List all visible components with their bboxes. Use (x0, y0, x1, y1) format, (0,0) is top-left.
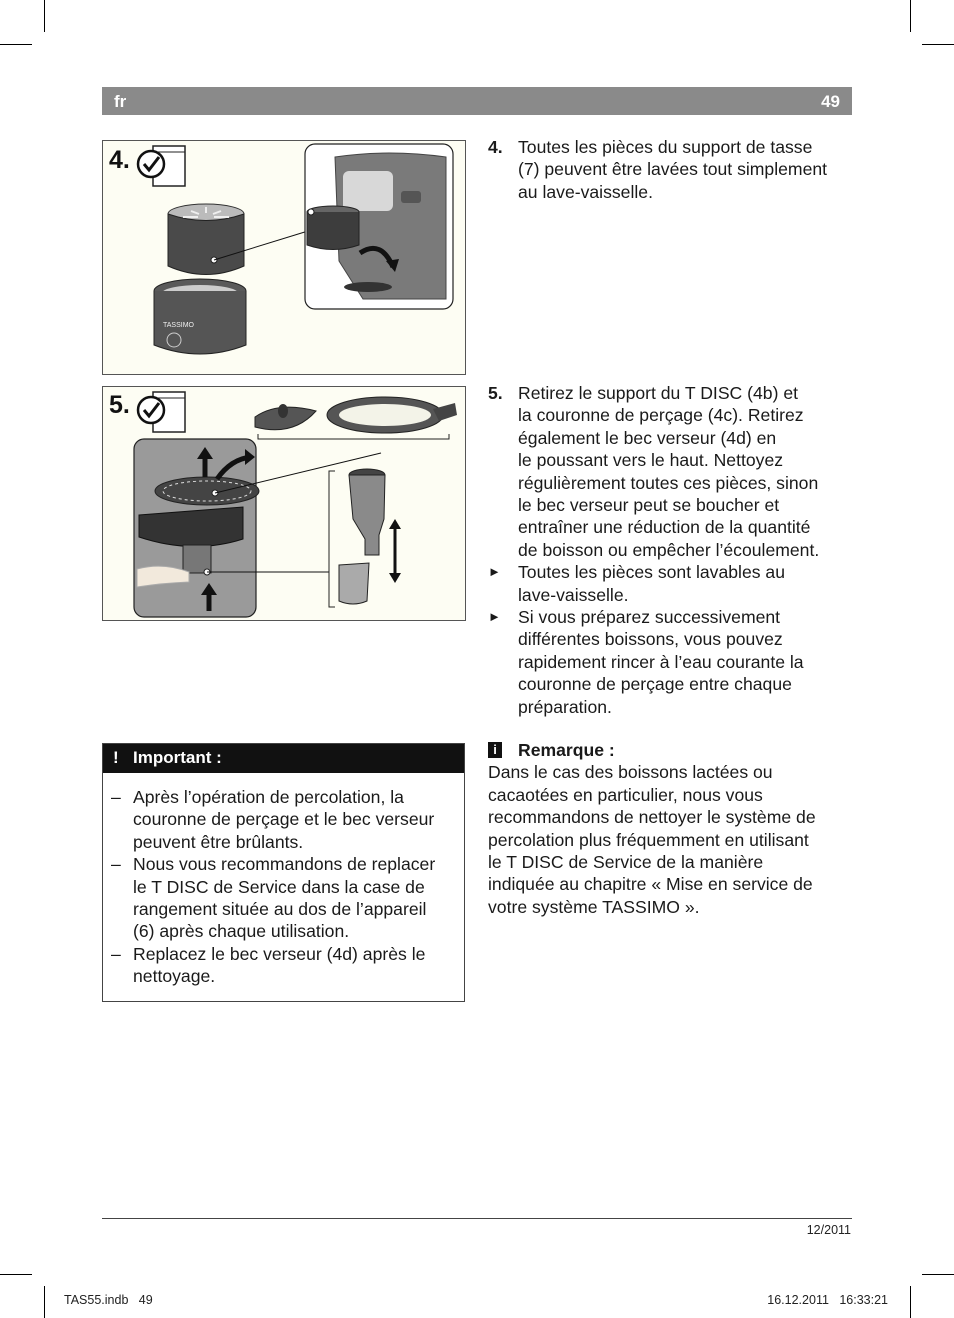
page-number: 49 (821, 92, 840, 111)
list-item (111, 943, 461, 988)
exclamation-icon: ! (113, 748, 119, 767)
crop-mark (0, 1274, 32, 1275)
dash-marker: – (111, 943, 121, 964)
bullet-line: Si vous préparez successivement (518, 607, 781, 628)
step-line: au lave-vaisselle. (518, 181, 653, 202)
figure-5-illustration (103, 387, 465, 620)
note-line: recommandons de nettoyer le système de (488, 807, 816, 828)
figure-step-4 (102, 140, 466, 375)
pour-spout (329, 469, 401, 607)
crop-mark (44, 1286, 45, 1318)
step-line: le poussant vers le haut. Nettoyez (518, 450, 784, 471)
crop-mark (0, 44, 32, 45)
note-block (488, 739, 848, 918)
step-line: de boisson ou empêcher l’écoulement. (518, 539, 820, 560)
footer-rule (102, 1218, 852, 1219)
step-number: 5. (488, 383, 503, 403)
step-4-text (488, 136, 850, 203)
bullet-line: couronne de perçage entre chaque (518, 674, 792, 695)
note-line: indiquée au chapitre « Mise en service de (488, 874, 813, 895)
note-title: Remarque : (518, 740, 615, 760)
figure-step-5 (102, 386, 466, 621)
slug-timestamp: 16.12.2011 16:33:21 (767, 1293, 888, 1307)
note-line: votre système TASSIMO ». (488, 896, 700, 917)
removed-parts (255, 397, 457, 439)
important-list (111, 786, 461, 988)
bullet-line: lave-vaisselle. (518, 584, 629, 605)
list-line: rangement située au dos de l’appareil (133, 899, 427, 920)
list-line: Replacez le bec verseur (4d) après le (133, 943, 426, 964)
step-line: également le bec verseur (4d) en (518, 427, 777, 448)
step-line: le bec verseur peut se boucher et (518, 495, 780, 516)
important-header (103, 744, 464, 773)
list-line: nettoyage. (133, 966, 216, 987)
list-line: Nous vous recommandons de replacer (133, 854, 436, 875)
step-item (488, 136, 850, 203)
step-line: (7) peuvent être lavées tout simplement (518, 159, 828, 180)
bullet-line: rapidement rincer à l’eau courante la (518, 651, 804, 672)
list-line: peuvent être brûlants. (133, 831, 304, 852)
step-line: entraîner une réduction de la quantité (518, 517, 811, 538)
svg-text:TASSIMO: TASSIMO (163, 322, 194, 329)
list-line: le T DISC de Service dans la case de (133, 876, 425, 897)
step-line: Retirez le support du T DISC (4b) et (518, 383, 798, 403)
note-line: percolation plus fréquemment en utilisant (488, 829, 809, 850)
info-icon: i (488, 742, 502, 758)
step-line: la couronne de perçage (4c). Retirez (518, 405, 804, 426)
step-5-text (488, 382, 850, 718)
machine-inset (305, 144, 453, 309)
note-header (488, 739, 848, 761)
list-item (111, 786, 461, 853)
crop-mark (910, 0, 911, 32)
step-line: régulièrement toutes ces pièces, sinon (518, 472, 819, 493)
arrow-bullet-icon: ► (488, 609, 501, 625)
list-line: (6) après chaque utilisation. (133, 921, 350, 942)
step-line: Toutes les pièces du support de tasse (518, 137, 813, 157)
crop-mark (910, 1286, 911, 1318)
dishwasher-check-icon (138, 392, 185, 432)
language-label: fr (114, 92, 127, 111)
bullet-line: préparation. (518, 696, 612, 717)
list-line: couronne de perçage et le bec verseur (133, 809, 435, 830)
bullet-line: différentes boissons, vous pouvez (518, 629, 783, 650)
crop-mark (922, 44, 954, 45)
figure-4-number: 4. (109, 146, 130, 174)
arrow-bullet-icon: ► (488, 564, 501, 580)
important-title: Important : (133, 748, 222, 767)
list-line: Après l’opération de percolation, la (133, 787, 404, 807)
dishwasher-check-icon (138, 146, 185, 186)
slug-file: TAS55.indb 49 (64, 1293, 153, 1307)
dash-marker: – (111, 854, 121, 875)
list-item (111, 853, 461, 943)
cup-holder-parts (154, 204, 246, 354)
note-line: Dans le cas des boissons lactées ou (488, 762, 773, 783)
bullet-item (488, 606, 850, 718)
figure-4-illustration (103, 141, 465, 374)
figure-5-number: 5. (109, 391, 130, 419)
machine-cutout (134, 439, 259, 617)
footer-date: 12/2011 (806, 1223, 851, 1237)
crop-mark (922, 1274, 954, 1275)
step-number: 4. (488, 137, 503, 157)
note-line: le T DISC de Service de la manière (488, 852, 764, 873)
note-line: cacaotées en particulier, nous vous (488, 784, 763, 805)
step-item (488, 382, 850, 561)
crop-mark (44, 0, 45, 32)
dash-marker: – (111, 787, 121, 807)
page-header (102, 87, 852, 115)
bullet-line: Toutes les pièces sont lavables au (518, 562, 785, 583)
important-box (102, 743, 465, 1002)
bullet-item (488, 561, 850, 606)
